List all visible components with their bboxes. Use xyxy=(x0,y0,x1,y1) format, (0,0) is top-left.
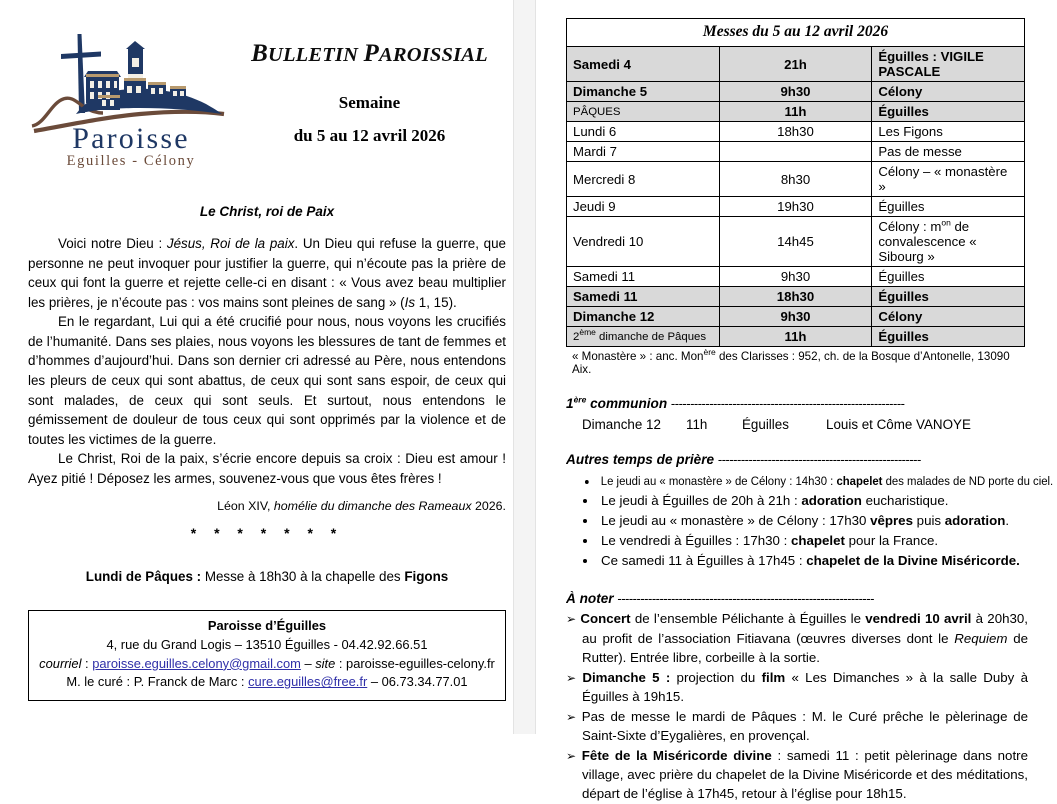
table-row xyxy=(567,162,1025,197)
list-item xyxy=(566,609,1028,667)
note-text-1: : samedi 11 : petit pèlerinage dans notre village, avec prière du chapelet de la Divine Miséricorde et des méditations, départ de l’église à 17h45, retour à l’église pour 18h15. xyxy=(582,747,1028,802)
list-item xyxy=(598,472,1054,491)
communion-heading-pre: 1 xyxy=(566,396,574,411)
row-day: Samedi 4 xyxy=(567,47,720,82)
row-time: 11h xyxy=(719,327,872,347)
semaine-label: Semaine xyxy=(338,93,401,112)
page-gutter-divider xyxy=(513,0,536,734)
p1-scripture-ref: Is xyxy=(404,294,416,310)
signature-author: Léon XIV, xyxy=(217,499,274,514)
cure-label: M. le curé : P. Franck de Marc : xyxy=(66,674,249,690)
contact-email-line xyxy=(35,655,499,674)
arrow-bullet-icon: ➢ xyxy=(566,612,577,627)
prayer-times-list xyxy=(566,472,1054,571)
row-place: Éguilles xyxy=(872,327,1025,347)
signature-source: homélie du dimanche des Rameaux xyxy=(273,499,472,514)
a-noter-heading-dashes: ------------------------------------------------------------------- xyxy=(617,591,874,607)
row-time: 8h30 xyxy=(719,162,872,197)
row-place: Célony xyxy=(872,307,1025,327)
row-day: Dimanche 12 xyxy=(567,307,720,327)
table-caption-row xyxy=(567,19,1025,47)
table-row xyxy=(567,327,1025,347)
contact-parish-name: Paroisse d’Éguilles xyxy=(207,618,327,634)
table-row xyxy=(567,47,1025,82)
row-day: Lundi 6 xyxy=(567,122,720,142)
prayer-text-a: Le jeudi à Éguilles de 20h à 21h : xyxy=(601,492,802,508)
table-row xyxy=(567,267,1025,287)
lundi-label: Lundi de Pâques : xyxy=(85,569,202,585)
cure-phone: – 06.73.34.77.01 xyxy=(367,674,468,690)
note-text-3: de Rutter). Entrée libre, corbeille à la sortie. xyxy=(582,630,1028,666)
prayer-bold: chapelet xyxy=(790,532,845,548)
courriel-label: courriel xyxy=(39,655,82,671)
section-heading-a-noter xyxy=(566,591,1028,606)
article-paragraph-3: Le Christ, Roi de la paix, s’écrie encore depuis sa croix : Dieu est amour ! Ayez pitié ! Déposez les armes, souvenez-vous que vous êtes frères ! xyxy=(28,451,506,486)
row-day: Dimanche 5 xyxy=(567,82,720,102)
row-place: Pas de messe xyxy=(872,142,1025,162)
monastere-footnote: « Monastère » : anc. Mon$^{ère}$ des Clarisses : 952, ch. de la Bosque d’Antonelle, 13090 Aix. xyxy=(572,347,1010,376)
logo-subtitle: Eguilles - Célony xyxy=(66,153,196,169)
p1-a: Voici notre Dieu : xyxy=(58,236,167,251)
table-row xyxy=(567,307,1025,327)
row-day: Vendredi 10 xyxy=(567,217,720,267)
prayer-text-c: . xyxy=(1005,512,1010,528)
left-column xyxy=(28,12,506,722)
mass-schedule-table xyxy=(566,18,1025,347)
row-time: 19h30 xyxy=(719,197,872,217)
communion-heading-post: communion xyxy=(586,396,668,411)
title-block xyxy=(233,12,506,146)
parish-logo xyxy=(28,12,233,170)
prayer-bold-2: adoration xyxy=(944,512,1006,528)
contact-address: 4, rue du Grand Logis – 13510 Éguilles - 04.42.92.66.51 xyxy=(106,637,428,653)
a-noter-heading-text: À noter xyxy=(566,591,614,607)
prayer-bold: chapelet de la Divine Miséricorde. xyxy=(806,553,1020,569)
table-row xyxy=(567,217,1025,267)
note-bold-1: Concert xyxy=(580,611,631,627)
row-place: Célony xyxy=(872,82,1025,102)
table-row xyxy=(567,122,1025,142)
lundi-place: Figons xyxy=(404,569,449,585)
prayer-text-a: Le jeudi au « monastère » de Célony : 14h30 : xyxy=(600,474,837,488)
row-place: Éguilles xyxy=(872,197,1025,217)
row-time: 9h30 xyxy=(719,267,872,287)
note-emphasis: Requiem xyxy=(954,630,1008,646)
contact-box xyxy=(28,610,506,701)
asterisk-divider: * * * * * * * xyxy=(190,525,344,542)
prayer-text-b: eucharistique. xyxy=(861,492,949,508)
village-cross-logo-icon xyxy=(28,18,233,170)
prieres-heading-dashes: ----------------------------------------------------- xyxy=(717,452,921,467)
row-time: 18h30 xyxy=(719,122,872,142)
article-title: Le Christ, roi de Paix xyxy=(199,204,335,219)
row-place: Éguilles : VIGILE PASCALE xyxy=(872,47,1025,82)
row-place: Célony – « monastère » xyxy=(872,162,1025,197)
note-text-1: projection du xyxy=(670,669,762,685)
prayer-bold: chapelet xyxy=(836,474,883,488)
row-time xyxy=(719,142,872,162)
list-item xyxy=(598,491,1028,511)
row-day: PÂQUES xyxy=(567,102,720,122)
list-item xyxy=(566,668,1028,707)
note-text-2: « Les Dimanches » à la salle Duby à Éguilles à 19h15. xyxy=(582,669,1029,705)
note-text-2: à 20h30, au profit de l’association Fitiavana (œuvres diverses dont le xyxy=(582,611,1028,646)
logo-wordmark: Paroisse xyxy=(72,122,190,155)
note-bold-2: film xyxy=(761,669,786,685)
row-time: 9h30 xyxy=(719,82,872,102)
table-row xyxy=(567,287,1025,307)
row-day: Mardi 7 xyxy=(567,142,720,162)
table-row xyxy=(567,197,1025,217)
prayer-bold: adoration xyxy=(801,492,862,508)
table-row xyxy=(567,142,1025,162)
prayer-bold: vêpres xyxy=(870,512,913,528)
week-dates: du 5 au 12 avril 2026 xyxy=(293,126,446,145)
arrow-bullet-icon: ➢ xyxy=(566,748,577,763)
lundi-de-paques-notice xyxy=(28,569,506,584)
prayer-text-a: Ce samedi 11 à Éguilles à 17h45 : xyxy=(601,553,807,569)
site-sep: – xyxy=(300,655,316,671)
row-time: 11h xyxy=(719,102,872,122)
cure-email-link[interactable]: cure.eguilles@free.fr xyxy=(248,674,368,690)
bulletin-title: BULLETIN PAROISSIAL xyxy=(251,40,488,67)
mass-schedule-caption: Messes du 5 au 12 avril 2026 xyxy=(567,19,1025,47)
communion-place: Éguilles xyxy=(742,417,789,432)
courriel-sep: : xyxy=(81,655,93,671)
prayer-text-b: puis xyxy=(912,512,945,528)
right-column xyxy=(566,18,1054,804)
parish-email-link[interactable]: paroisse.eguilles.celony@gmail.com xyxy=(92,655,301,671)
a-noter-list xyxy=(566,609,1028,804)
note-text-1: de l’ensemble Pélichante à Éguilles le xyxy=(630,611,866,627)
prayer-text-b: des malades de ND porte du ciel. xyxy=(882,474,1054,488)
mass-schedule-body xyxy=(567,19,1025,347)
list-item xyxy=(566,746,1028,804)
row-time: 14h45 xyxy=(719,217,872,267)
table-row xyxy=(567,82,1025,102)
row-place: Éguilles xyxy=(872,102,1025,122)
arrow-bullet-icon: ➢ xyxy=(566,670,577,685)
communion-time: 11h xyxy=(686,417,708,432)
article-paragraph-2: En le regardant, Lui qui a été crucifié pour nous, nous voyons les crucifiés de l’humanité. Dans ses plaies, nous voyons les blessures de tant de femmes et d’hommes d’aujourd’hui. Dans son dernier cri adressé au Père, nous entendons les pleurs de ceux qui sont abattus, de ceux qui sont sans espoir, de ceux qui sont malades, de ceux qui sont seuls. Et surtout, nous entendons le gémissement de douleur de tous ceux qui sont opprimés par la violence et de toutes les victimes de la guerre. xyxy=(28,314,506,447)
row-day: Mercredi 8 xyxy=(567,162,720,197)
signature-year: 2026. xyxy=(471,499,506,514)
p1-c: 1, 15). xyxy=(415,294,457,310)
note-text-1: Pas de messe le mardi de Pâques : M. le Curé prêche le pèlerinage de Saint-Sixte d’Eygalières, en provençal. xyxy=(576,708,1028,744)
row-time: 9h30 xyxy=(719,307,872,327)
row-day: Samedi 11 xyxy=(567,287,720,307)
prayer-text-a: Le vendredi à Éguilles : 17h30 : xyxy=(601,532,791,548)
article-body xyxy=(28,234,506,488)
note-bold-1: Fête de la Miséricorde divine xyxy=(581,747,772,763)
lundi-text: Messe à 18h30 à la chapelle des xyxy=(201,569,405,585)
communion-heading-dashes: ------------------------------------------------------------- xyxy=(670,396,905,411)
list-item xyxy=(598,531,1028,551)
row-day: Jeudi 9 xyxy=(567,197,720,217)
article-signature xyxy=(28,499,506,513)
row-time: 21h xyxy=(719,47,872,82)
communion-entry xyxy=(566,417,1028,432)
communion-date: Dimanche 12 xyxy=(582,417,661,432)
masthead xyxy=(28,12,506,170)
note-bold-1: Dimanche 5 : xyxy=(582,669,671,685)
row-day: 2ème dimanche de Pâques xyxy=(567,327,720,347)
prayer-text-a: Le jeudi au « monastère » de Célony : 17h30 xyxy=(601,512,871,528)
row-place: Éguilles xyxy=(872,287,1025,307)
site-value: : paroisse-eguilles-celony.fr xyxy=(335,655,495,671)
row-time: 18h30 xyxy=(719,287,872,307)
list-item xyxy=(598,511,1028,531)
arrow-bullet-icon: ➢ xyxy=(566,709,577,724)
p1-emphasis: Jésus, Roi de la paix xyxy=(166,236,295,251)
prayer-text-b: pour la France. xyxy=(844,532,939,548)
row-place: Célony : $m^{on}$ de convalescence « Sibourg » xyxy=(872,217,1025,267)
communion-heading-sup: ère xyxy=(573,396,587,405)
p1-b: . Un Dieu qui refuse la guerre, que personne ne peut invoquer pour justifier la guerre, qui n’écoute pas la prière de ceux qui font la guerre et rejette celle-ci en disant : « Vous avez beau multiplier les prières, je n’écoute pas : vos mains sont pleines de sang » ( xyxy=(28,236,506,310)
row-day: Samedi 11 xyxy=(567,267,720,287)
section-heading-prieres xyxy=(566,452,1028,467)
list-item xyxy=(598,551,1028,571)
site-label: site xyxy=(315,655,336,671)
communion-names: Louis et Côme VANOYE xyxy=(826,417,971,432)
row-place: Éguilles xyxy=(872,267,1025,287)
prieres-heading-text: Autres temps de prière xyxy=(566,452,715,467)
table-row xyxy=(567,102,1025,122)
row-place: Les Figons xyxy=(872,122,1025,142)
article-paragraph-1 xyxy=(28,234,506,312)
note-bold-2: vendredi 10 avril xyxy=(865,611,972,627)
contact-cure-line xyxy=(35,673,499,692)
section-heading-communion xyxy=(566,396,1028,411)
list-item xyxy=(566,707,1028,746)
